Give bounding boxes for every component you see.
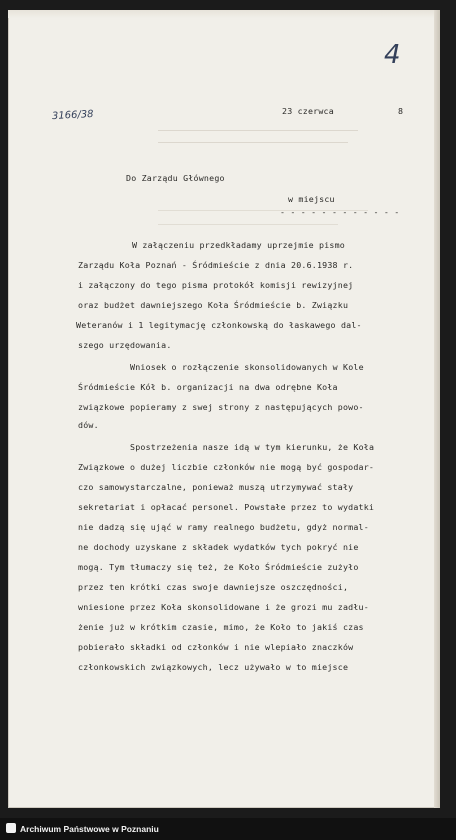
- letter-date: 23 czerwca: [282, 106, 334, 116]
- addressee-line-2: w miejscu: [288, 194, 335, 204]
- body-line: pobierało składki od członków i nie wlepiało znaczków: [78, 642, 354, 652]
- body-line: Związkowe o dużej liczbie członków nie mogą być gospodar-: [78, 462, 375, 472]
- body-line: ne dochody uzyskane z składek wydatków tych pokryć nie: [78, 542, 359, 552]
- body-line: dów.: [78, 420, 99, 430]
- addressee-underline: - - - - - - - - - - - -: [280, 207, 400, 217]
- body-line: W załączeniu przedkładamy uprzejmie pismo: [132, 240, 346, 250]
- body-line: nie dadzą się ująć w ramy realnego budżetu, gdyż normal-: [78, 522, 369, 532]
- body-line: żenie już w krótkim czasie, mimo, że Koło to jakiś czas: [78, 622, 364, 632]
- body-line: Spostrzeżenia nasze idą w tym kierunku, że Koła: [130, 442, 375, 452]
- page-fold: [8, 10, 440, 18]
- page-edge: [434, 10, 440, 808]
- document-page: [8, 10, 440, 808]
- body-line: czo samowystarczalne, ponieważ muszą utrzymywać stały: [78, 482, 354, 492]
- body-line: członkowskich związkowych, lecz używało w to miejsce: [78, 662, 349, 672]
- body-line: mogą. Tym tłumaczy się też, że Koło Śródmieście zużyło: [78, 562, 359, 572]
- body-line: Weteranów i 1 legitymację członkowską do łaskawego dal-: [76, 320, 362, 330]
- archive-credit: [6, 823, 159, 834]
- body-line: przez ten krótki czas swoje dawniejsze oszczędności,: [78, 582, 349, 592]
- letter-date-suffix: 8: [398, 106, 404, 116]
- body-line: Wniosek o rozłączenie skonsolidowanych w Kole: [130, 362, 364, 372]
- body-line: szego urzędowania.: [78, 340, 172, 350]
- body-line: i załączony do tego pisma protokół komisji rewizyjnej: [78, 280, 354, 290]
- archive-footer: [0, 818, 456, 840]
- body-line: Śródmieście Kół b. organizacji na dwa odrębne Koła: [78, 382, 338, 392]
- body-line: sekretariat i opłacać personel. Powstałe przez to wydatki: [78, 502, 375, 512]
- body-line: związkowe popieramy z swej strony z następujących powo-: [78, 402, 364, 412]
- handwritten-page-number: 4: [384, 40, 401, 70]
- handwritten-reference: 3166/38: [51, 108, 94, 123]
- body-line: wniesione przez Koła skonsolidowane i że grozi mu zadłu-: [78, 602, 369, 612]
- body-line: Zarządu Koła Poznań - Śródmieście z dnia 20.6.1938 r.: [78, 260, 354, 270]
- archive-name: Archiwum Państwowe w Poznaniu: [20, 824, 159, 834]
- archive-logo-icon: [6, 823, 16, 833]
- addressee-line-1: Do Zarządu Głównego: [126, 173, 225, 183]
- body-line: oraz budżet dawniejszego Koła Śródmieście b. Związku: [78, 300, 349, 310]
